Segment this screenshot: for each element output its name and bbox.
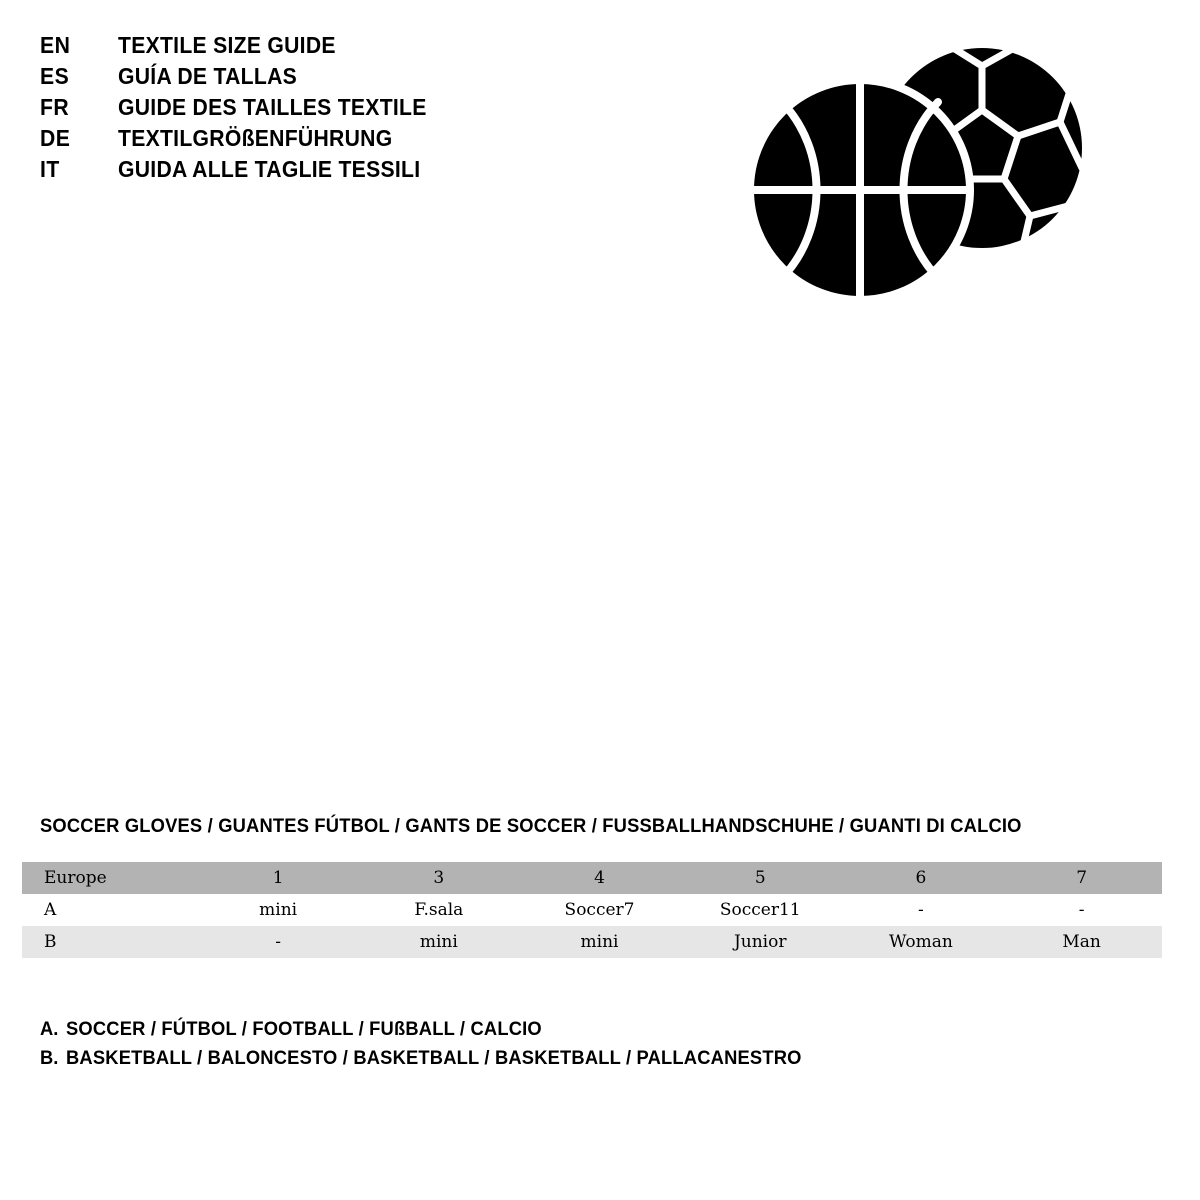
table-cell-a-6: - [918, 900, 924, 920]
language-title-fr: GUIDE DES TAILLES TEXTILE [118, 94, 427, 120]
legend-text-a: SOCCER / FÚTBOL / FOOTBALL / FUßBALL / CALCIO [66, 1018, 542, 1040]
language-row-es [40, 63, 454, 94]
legend-row-b [40, 1047, 849, 1076]
table-header-cell-6: 6 [915, 868, 927, 888]
language-code-de: DE [40, 125, 71, 151]
table-cell-a-7: - [1078, 900, 1085, 920]
language-title-it: GUIDA ALLE TAGLIE TESSILI [118, 156, 421, 182]
table-cell-b-3: mini [419, 932, 458, 952]
legend-key-b: B. [40, 1047, 59, 1069]
table-cell-a-5: Soccer11 [719, 900, 801, 920]
table-cell-a-1: mini [259, 900, 298, 920]
legend-key-a: A. [40, 1018, 59, 1040]
table-header-cell-7: 7 [1076, 868, 1088, 888]
language-row-de [40, 125, 454, 156]
language-code-en: EN [40, 32, 71, 58]
table-header-row [22, 862, 1162, 894]
language-title-en: TEXTILE SIZE GUIDE [118, 32, 336, 58]
language-code-es: ES [40, 63, 70, 89]
legend-row-a [40, 1018, 849, 1047]
table-row [22, 894, 1162, 926]
legend-text-b: BASKETBALL / BALONCESTO / BASKETBALL / BASKETBALL / PALLACANESTRO [66, 1047, 802, 1069]
soccer-gloves-size-table [22, 862, 1162, 958]
language-list [40, 32, 454, 187]
table-cell-a-4: Soccer7 [564, 900, 635, 920]
language-title-de: TEXTILGRÖßENFÜHRUNG [118, 125, 393, 151]
table-cell-b-1: - [275, 932, 281, 952]
language-code-it: IT [40, 156, 60, 182]
language-title-es: GUÍA DE TALLAS [118, 63, 298, 89]
table-cell-b-5: Junior [733, 932, 787, 952]
table-cell-b-7: Man [1062, 932, 1101, 952]
table-row-label-b: B [44, 932, 57, 952]
table-header-cell-1: 1 [272, 868, 284, 888]
table-cell-a-3: F.sala [414, 900, 464, 920]
table-cell-b-4: mini [580, 932, 619, 952]
table-header-cell-5: 5 [754, 868, 766, 888]
language-row-it [40, 156, 454, 187]
table-row-label-a: A [44, 900, 57, 920]
table-title: SOCCER GLOVES / GUANTES FÚTBOL / GANTS DE SOCCER / FUSSBALLHANDSCHUHE / GUANTI DI CALCIO [40, 815, 1022, 837]
table-cell-b-6: Woman [889, 932, 953, 952]
language-row-fr [40, 94, 454, 125]
table-header-cell-4: 4 [594, 868, 605, 888]
language-row-en [40, 32, 454, 63]
table-header-cell-region: Europe [44, 868, 107, 888]
language-code-fr: FR [40, 94, 70, 120]
legend [40, 1018, 849, 1076]
table-header-cell-3: 3 [433, 868, 445, 888]
basketball-and-soccer-ball-icon [720, 40, 1100, 330]
table-row [22, 926, 1162, 958]
